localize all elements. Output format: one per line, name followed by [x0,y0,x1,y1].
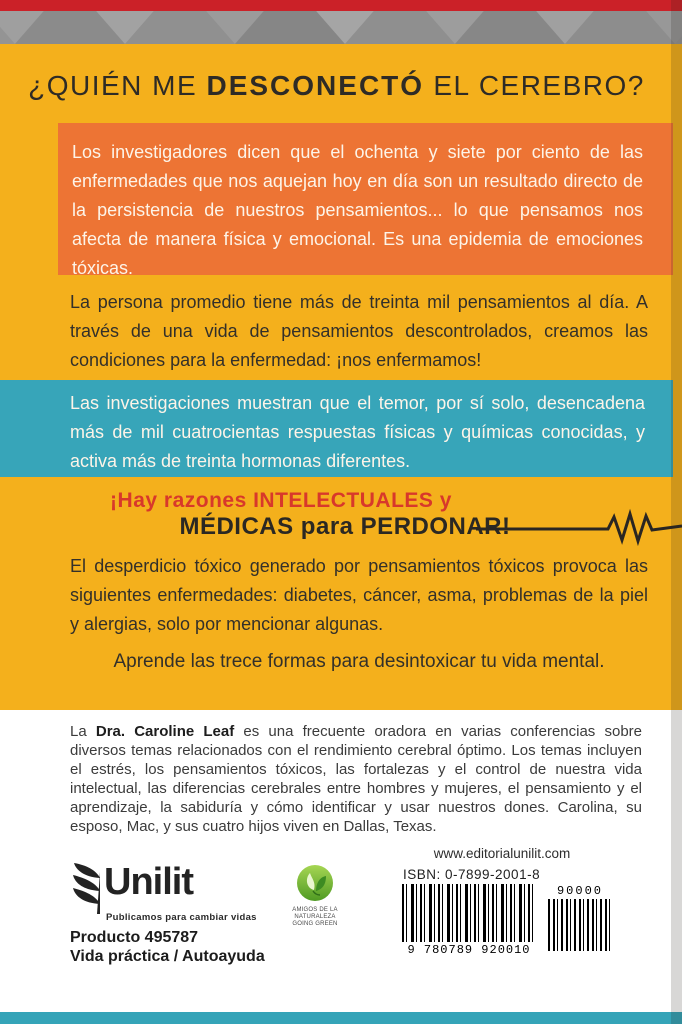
product-number: Producto 495787 [70,929,199,946]
barcode-bars [402,884,536,942]
stat-paragraph: La persona promedio tiene más de treinta mil pensamientos al día. A través de una vida de pensamientos descontrolados, creamos las condiciones para la enfermedad: ¡nos enfermamos! [70,292,648,370]
bottom-teal-bar [0,1012,682,1024]
publisher-name: Unilit [104,861,193,903]
author-bio-body: es una frecuente oradora en varias conferencias sobre diversos temas relacionados con el rendimiento cerebral óptimo. Los temas incluyen el estrés, los pensamientos tóxicos, las fortalezas y el control de nuestra vida intelectual, las diferencias cerebrales entre hombres y mujeres, el pensamiento y el aprendizaje, la sabiduría y cómo identificar y usar nuestros dones. Carolina, su esposo, Mac, y sus cuatro hijos viven en Dallas, Texas. [70,723,642,835]
title-prefix: ¿QUIÉN ME [28,70,207,101]
publisher-logo-block [70,862,257,923]
barcode-supplement [548,884,612,951]
mosaic-triangles-graphic [0,11,682,44]
product-category: Vida práctica / Autoayuda [70,948,265,965]
top-red-bar [0,0,682,11]
barcode-supplement-bars [548,899,612,951]
barcode-supplement-digits: 90000 [556,884,603,898]
gray-mosaic-pattern [0,11,682,44]
title-suffix: EL CEREBRO? [424,70,645,101]
isbn-barcode [402,884,536,957]
toxic-paragraph: El desperdicio tóxico generado por pensamientos tóxicos provoca las siguientes enfermedades: diabetes, cáncer, asma, problemas de la piel y alergias, solo por mencionar algunas. [70,556,648,634]
author-bio [70,722,642,836]
eco-badge-line1: AMIGOS DE LA NATURALEZA [292,907,338,920]
headline-line2: MÉDICAS para PERDONAR! [179,513,511,540]
heartbeat-line-icon [468,503,682,555]
orange-quote-text: Los investigadores dicen que el ochenta y siete por ciento de las enfermedades que nos aquejan hoy en día son un resultado directo de la persistencia de nuestros pensamientos... lo que pensamos nos afecta de manera física y emocional. Es una epidemia de emociones tóxicas. [72,142,643,278]
author-bio-intro: La [70,723,96,740]
title-emphasis: DESCONECTÓ [206,70,425,101]
orange-quote-box [58,123,673,278]
author-name: Dra. Caroline Leaf [95,723,235,740]
cta-line: Aprende las trece formas para desintoxicar tu vida mental. [113,651,605,672]
book-title [0,70,673,102]
eco-badge [273,864,357,928]
teal-quote-box [0,380,673,477]
going-green-icon [296,864,334,902]
isbn-label: ISBN: 0-7899-2001-8 [403,867,541,882]
publisher-tagline: Publicamos para cambiar vidas [106,912,257,923]
barcode-digits: 9 780789 920010 [407,943,531,957]
publisher-website: www.editorialunilit.com [433,846,571,861]
wheat-icon [70,862,102,914]
teal-quote-text: Las investigaciones muestran que el temor, por sí solo, desencadena más de mil cuatrocientas respuestas físicas y químicas conocidas, y activa más de treinta hormonas diferentes. [70,393,645,471]
headline-line1: ¡Hay razones INTELECTUALES y [110,489,452,512]
eco-badge-line2: GOING GREEN [292,921,338,927]
